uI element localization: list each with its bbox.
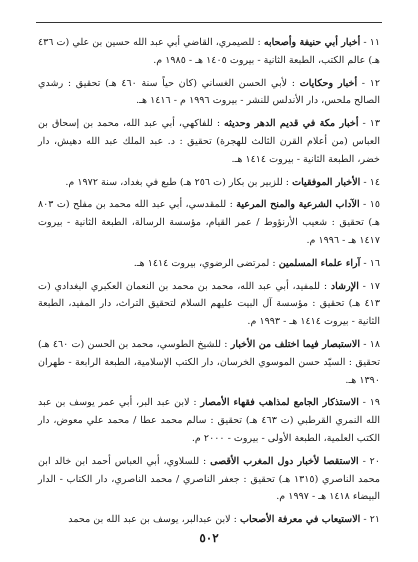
bibliography-entry (38, 115, 380, 168)
entry-body: : للمفيد، أبي عبد الله، محمد بن محمد بن النعمان العكبري البغدادي (ت ٤١٣ هـ) تحقيق : مؤسسة آل البيت عليهم السلام لتحقيق التراث، دار المفيد، الطبعة الثانية - بيروت ١٤١٤ هـ - ١٩٩٣ م. (38, 280, 380, 328)
entry-number: ٢٠ - (358, 455, 380, 467)
bibliography-entry (38, 278, 380, 331)
entry-title: الأخبار الموفقيات (292, 176, 361, 188)
bibliography-entry (38, 255, 380, 273)
bibliography-entry (38, 511, 380, 529)
entry-body: : لابن عبد البر، أبي عمر يوسف بن عبد الله النمري القرطبي (ت ٤٦٣ هـ) تحقيق : سالم محمد عطا / محمد علي معوض، دار الكتب العلمية، الطبعة الأولى - بيروت - ٢٠٠٠ م. (38, 397, 380, 444)
entry-number: ١٣ - (358, 118, 380, 130)
entry-title: الإرشاد (330, 280, 359, 292)
entry-body: : لمرتضى الرضوي، بيروت ١٤١٤ هـ. (133, 257, 279, 269)
entry-number: ١٨ - (360, 338, 380, 350)
page-number: ٥٠٢ (199, 531, 219, 545)
entry-number: ١٢ - (357, 77, 381, 89)
entry-number: ١٩ - (358, 397, 381, 409)
bibliography-entry (38, 336, 380, 389)
bibliography-entry (38, 75, 380, 111)
entry-body: : للصيمري، القاضي أبي عبد الله حسين بن علي (ت ٤٣٦ هـ) عالم الكتب، الطبعة الثانية - بيروت ١٤٠٥ هـ - ١٩٨٥ م. (38, 37, 380, 66)
entry-number: ١١ - (360, 37, 380, 48)
entry-title: الاستقصا لأخبار دول المغرب الأقصى (210, 455, 359, 467)
entry-title: الاستبصار فيما اختلف من الأخبار (230, 338, 361, 350)
entry-body: : لأبي الحسن الغساني (كان حياً سنة ٤٦٠ هـ) تحقيق : رشدي الصالح ملحس، دار الأندلس للنشر - بيروت ١٩٩٦ م - ١٤١٦ هـ. (38, 77, 380, 107)
bibliography-entry (38, 394, 380, 447)
bibliography-entry (38, 453, 380, 506)
entry-number: ١٦ - (360, 257, 380, 269)
bibliography-list (38, 34, 380, 534)
entry-title: آراء علماء المسلمين (278, 257, 361, 269)
entry-title: الاستيعاب في معرفة الأصحاب (239, 514, 361, 526)
entry-body: : للفاكهي، أبي عبد الله، محمد بن إسحاق بن العباس (من أعلام القرن الثالث للهجرة) تحقيق : د. عبد الملك عبد الله دهيش، دار خضر، الطبعة الثانية - بيروت ١٤١٤ هـ. (38, 118, 380, 165)
entry-body: : للزبير بن بكار (ت ٢٥٦ هـ) طبع في بغداد، سنة ١٩٧٢ م. (65, 176, 293, 188)
entry-title: أخبار مكة في قديم الدهر وحديثه (224, 118, 359, 130)
entry-title: الآداب الشرعية والمنح المرعية (236, 199, 360, 211)
bibliography-entry (38, 34, 380, 70)
entry-body: : لابن عبدالبر، يوسف بن عبد الله بن محمد (68, 514, 240, 526)
bibliography-entry (38, 174, 380, 192)
top-rule (36, 22, 382, 23)
entry-number: ١٧ - (358, 280, 380, 292)
entry-title: الاستذكار الجامع لمذاهب فقهاء الأمصار (200, 397, 359, 409)
entry-number: ١٤ - (360, 176, 380, 188)
entry-number: ١٥ - (359, 199, 380, 211)
bibliography-entry (38, 196, 380, 249)
entry-body: : للمقدسي، أبي عبد الله محمد بن مفلح (ت ٨٠٣ هـ) تحقيق : شعيب الأرنؤوط / عمر القيام، مؤسسة الرسالة، الطبعة الثانية - بيروت ١٤١٧ هـ - ١٩٩٦ م. (38, 199, 380, 246)
entry-body: : للسلاوي، أبي العباس أحمد ابن خالد ابن محمد الناصري (١٣١٥ هـ) تحقيق : جعفر الناصري / محمد الناصري، دار الكتاب - الدار البيضاء ١٤١٨ هـ - ١٩٩٧ م. (38, 455, 380, 503)
entry-body: : للشيخ الطوسي، محمد بن الحسن (ت ٤٦٠ هـ) تحقيق : السيّد حسن الموسوي الخرسان، دار الكتب الإسلامية، الطبعة الرابعة - طهران ١٣٩٠ هـ. (38, 338, 380, 386)
entry-number: ٢١ - (360, 514, 380, 526)
entry-title: أخبار وحكايات (299, 77, 358, 89)
entry-title: أخبار أبي حنيفة وأصحابه (263, 37, 361, 48)
